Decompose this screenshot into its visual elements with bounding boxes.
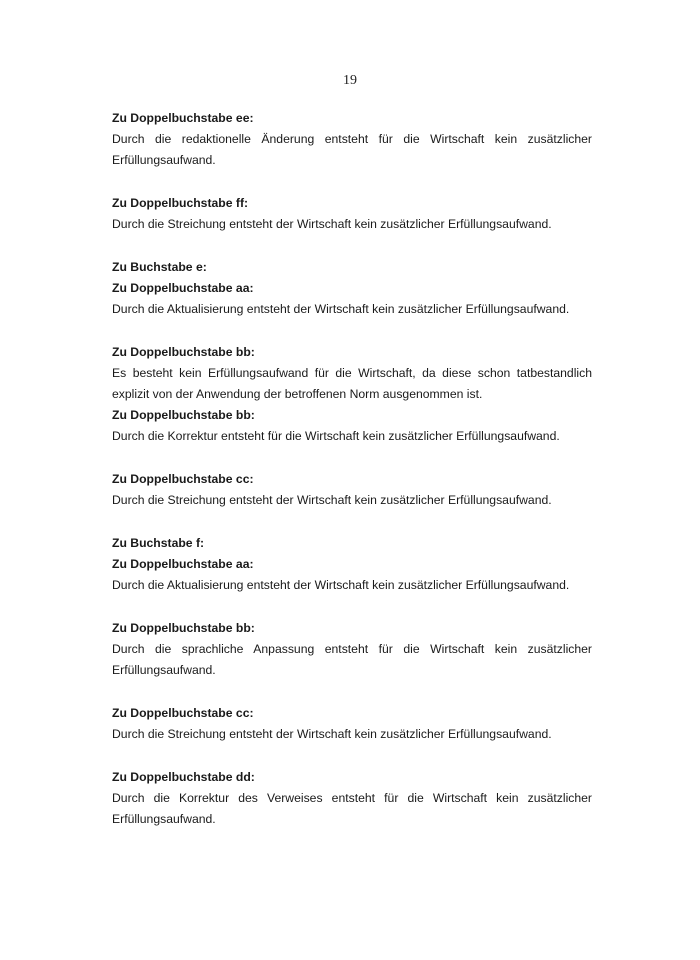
section-text: Durch die Aktualisierung entsteht der Wirtschaft kein zusätzlicher Erfüllungsaufwand. <box>112 578 570 592</box>
section-f-dd <box>112 767 592 830</box>
section-text: Es besteht kein Erfüllungsaufwand für die Wirtschaft, da diese schon tatbestandlich explizit von der Anwendung der betroffenen Norm ausgenommen ist. <box>112 366 592 401</box>
section-e-aa <box>112 257 592 320</box>
section-subheading: Zu Doppelbuchstabe aa: <box>112 557 254 571</box>
section-text: Durch die redaktionelle Änderung entsteht für die Wirtschaft kein zusätzlicher Erfüllungsaufwand. <box>112 132 592 167</box>
section-heading: Zu Doppelbuchstabe ee: <box>112 111 254 125</box>
section-heading: Zu Doppelbuchstabe bb: <box>112 345 255 359</box>
section-e-bb-1 <box>112 342 592 405</box>
section-heading: Zu Doppelbuchstabe bb: <box>112 408 255 422</box>
document-body <box>112 108 592 852</box>
section-heading: Zu Doppelbuchstabe cc: <box>112 706 254 720</box>
page-number: 19 <box>343 73 357 88</box>
section-subheading: Zu Doppelbuchstabe aa: <box>112 281 254 295</box>
section-e-bb-2 <box>112 405 592 447</box>
section-ff <box>112 193 592 235</box>
section-e-cc <box>112 469 592 511</box>
section-text: Durch die sprachliche Anpassung entsteht für die Wirtschaft kein zusätzlicher Erfüllungsaufwand. <box>112 642 592 677</box>
section-f-aa <box>112 533 592 596</box>
section-heading: Zu Doppelbuchstabe dd: <box>112 770 255 784</box>
section-text: Durch die Streichung entsteht der Wirtschaft kein zusätzlicher Erfüllungsaufwand. <box>112 217 552 231</box>
section-heading: Zu Buchstabe e: <box>112 260 207 274</box>
section-text: Durch die Korrektur des Verweises entsteht für die Wirtschaft kein zusätzlicher Erfüllungsaufwand. <box>112 791 592 826</box>
section-heading: Zu Doppelbuchstabe bb: <box>112 621 255 635</box>
section-text: Durch die Korrektur entsteht für die Wirtschaft kein zusätzlicher Erfüllungsaufwand. <box>112 429 560 443</box>
section-heading: Zu Doppelbuchstabe ff: <box>112 196 249 210</box>
section-ee <box>112 108 592 171</box>
section-text: Durch die Streichung entsteht der Wirtschaft kein zusätzlicher Erfüllungsaufwand. <box>112 727 552 741</box>
section-f-cc <box>112 703 592 745</box>
section-f-bb <box>112 618 592 681</box>
section-heading: Zu Buchstabe f: <box>112 536 205 550</box>
section-text: Durch die Aktualisierung entsteht der Wirtschaft kein zusätzlicher Erfüllungsaufwand. <box>112 302 570 316</box>
section-heading: Zu Doppelbuchstabe cc: <box>112 472 254 486</box>
section-text: Durch die Streichung entsteht der Wirtschaft kein zusätzlicher Erfüllungsaufwand. <box>112 493 552 507</box>
